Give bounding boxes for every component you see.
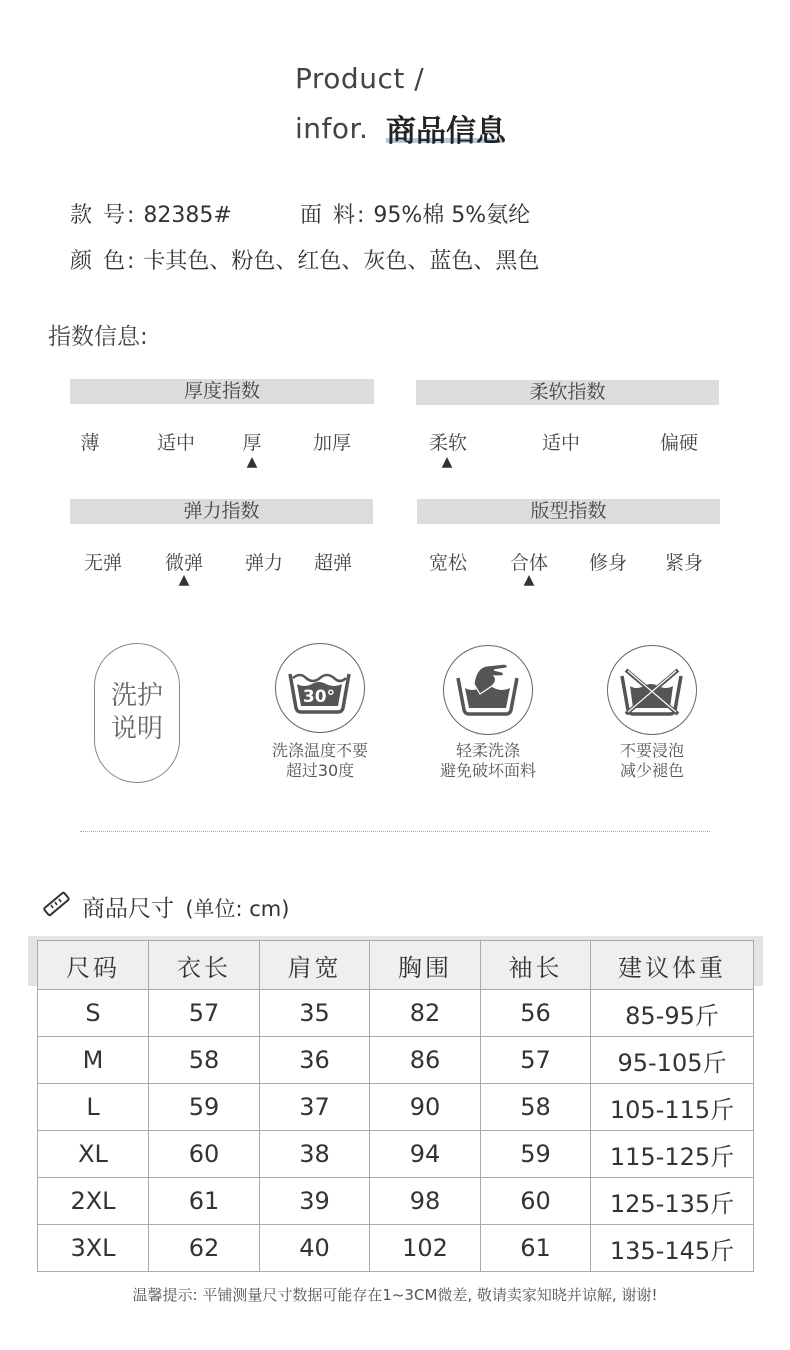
table-cell: 39 [260,1178,370,1225]
care-label-line2: 说明 [110,714,163,744]
table-cell: 40 [260,1225,370,1272]
fabric-label: 面 料: [300,203,367,228]
col-header-size: 尺码 [38,941,149,990]
thickness-option: 适中 [156,432,195,454]
softness-option: 适中 [541,432,580,454]
table-cell: 61 [149,1178,260,1225]
table-cell: 82 [370,990,481,1037]
softness-index-title: 柔软指数 [416,380,719,405]
measurement-tip: 温馨提示: 平铺测量尺寸数据可能存在1~3CM微差, 敬请卖家知晓并谅解, 谢谢! [132,1286,658,1304]
header-en-line2: infor. [295,112,369,145]
size-table [37,940,754,1272]
col-header-sleeve: 袖长 [481,941,591,990]
size-title-text: 商品尺寸 [82,896,174,922]
fit-option: 宽松 [428,552,467,574]
elasticity-option: 微弹 [164,552,203,574]
table-cell: 60 [481,1178,591,1225]
table-row [38,1084,754,1131]
table-row [38,1131,754,1178]
table-row [38,1225,754,1272]
table-header-row [38,941,754,990]
table-cell: 37 [260,1084,370,1131]
header-en-line1: Product / [295,62,425,95]
elasticity-selected-marker: ▲ [178,572,190,588]
table-cell: 125-135斤 [591,1178,754,1225]
table-cell: 59 [481,1131,591,1178]
table-cell: 90 [370,1084,481,1131]
col-header-shoulder: 肩宽 [260,941,370,990]
table-cell: L [38,1084,149,1131]
no-soak-icon [607,645,697,735]
table-cell: 57 [481,1037,591,1084]
care-text-line: 轻柔洗涤 [455,741,520,760]
table-cell: 59 [149,1084,260,1131]
fit-option: 合体 [509,552,548,574]
style-number [70,198,232,229]
page-title: 商品信息 [386,114,506,149]
table-row [38,1037,754,1084]
color-label: 颜 色: [70,249,137,274]
table-cell: 57 [149,990,260,1037]
fabric-value: 95%棉 5%氨纶 [373,203,531,228]
col-header-chest: 胸围 [370,941,481,990]
elasticity-option: 弹力 [244,552,283,574]
elasticity-option: 超弹 [313,552,352,574]
care-text-temp [250,741,390,781]
table-cell: 58 [149,1037,260,1084]
table-cell: 60 [149,1131,260,1178]
index-section-title: 指数信息: [48,324,148,350]
thickness-selected-marker: ▲ [246,454,258,470]
col-header-weight: 建议体重 [591,941,754,990]
table-cell: 58 [481,1084,591,1131]
table-cell: 135-145斤 [591,1225,754,1272]
fit-option: 修身 [588,552,627,574]
table-row [38,990,754,1037]
thickness-option: 厚 [242,432,262,454]
table-cell: 56 [481,990,591,1037]
ruler-icon [42,891,70,923]
table-cell: 35 [260,990,370,1037]
style-label: 款 号: [70,203,137,228]
size-section-title [82,890,289,923]
fit-option: 紧身 [664,552,703,574]
table-cell: 102 [370,1225,481,1272]
table-cell: 2XL [38,1178,149,1225]
care-text-line: 洗涤温度不要 [271,741,368,760]
colors [70,244,539,275]
wash-30-icon [275,643,365,733]
table-row [38,1178,754,1225]
table-cell: 62 [149,1225,260,1272]
fit-index-title: 版型指数 [417,499,720,524]
care-text-line: 避免破坏面料 [439,761,536,780]
care-text-handwash [418,741,558,781]
style-value: 82385# [143,203,232,228]
table-cell: 115-125斤 [591,1131,754,1178]
care-text-nosoak [582,741,722,781]
elasticity-option: 无弹 [83,552,122,574]
table-cell: 61 [481,1225,591,1272]
size-unit: (单位: cm) [185,897,290,921]
table-cell: 38 [260,1131,370,1178]
section-divider [80,831,710,832]
hand-wash-icon [443,645,533,735]
care-text-line: 不要浸泡 [619,741,684,760]
care-text-line: 超过30度 [285,761,355,780]
thickness-index-title: 厚度指数 [70,379,374,404]
fabric [300,198,530,229]
table-cell: XL [38,1131,149,1178]
table-cell: 86 [370,1037,481,1084]
wash-temp-text: 30° [302,687,336,707]
table-cell: 98 [370,1178,481,1225]
softness-option: 偏硬 [659,432,698,454]
table-cell: 95-105斤 [591,1037,754,1084]
thickness-option: 薄 [80,432,100,454]
table-cell: 36 [260,1037,370,1084]
table-cell: 3XL [38,1225,149,1272]
table-cell: M [38,1037,149,1084]
table-cell: S [38,990,149,1037]
care-label-line1: 洗护 [110,681,163,711]
table-cell: 85-95斤 [591,990,754,1037]
elasticity-index-title: 弹力指数 [70,499,373,524]
fit-selected-marker: ▲ [523,572,535,588]
table-cell: 105-115斤 [591,1084,754,1131]
color-value: 卡其色、粉色、红色、灰色、蓝色、黑色 [143,249,540,274]
care-text-line: 减少褪色 [619,761,684,780]
softness-selected-marker: ▲ [441,454,453,470]
care-instructions-label [94,643,180,783]
col-header-length: 衣长 [149,941,260,990]
softness-option: 柔软 [428,432,467,454]
thickness-option: 加厚 [312,432,351,454]
table-cell: 94 [370,1131,481,1178]
